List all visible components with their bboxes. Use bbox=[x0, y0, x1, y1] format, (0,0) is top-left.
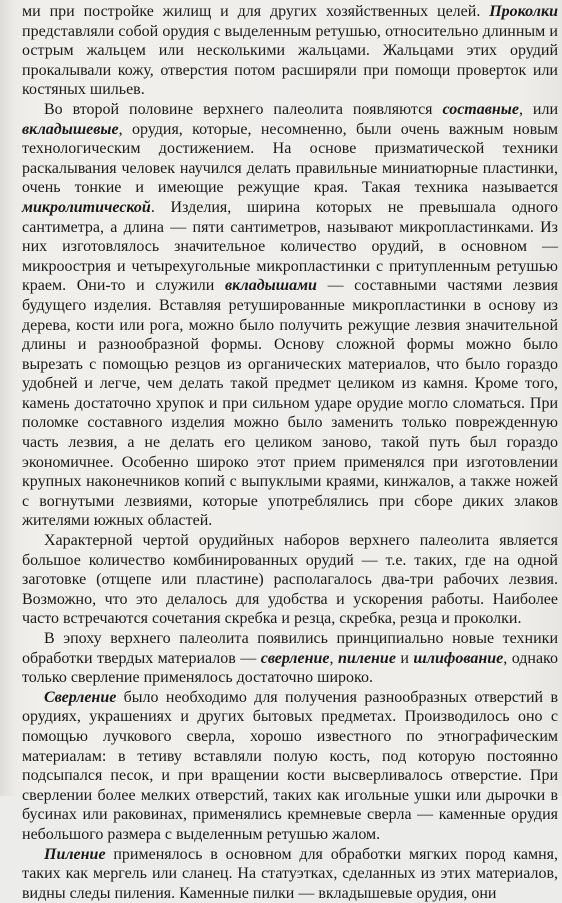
highlighted-term: микролитической bbox=[22, 198, 151, 216]
highlighted-term: сверление bbox=[260, 649, 330, 667]
paragraph bbox=[22, 688, 558, 845]
highlighted-term: Проколки bbox=[489, 3, 558, 20]
text-run: представляли собой орудия с выделенным ретушью, относительно длинным и острым жальцем или несколькими жальцами. Жальцами этих орудий прокалывали кожу, отверстия потом расширяли при помощи проверток или костяных шильев. bbox=[22, 22, 558, 99]
text-run: применялось в основном для обработки мягких пород камня, таких как мергель или сланец. На статуэтках, сделанных из этих материалов, видны следы пиления. Каменные пилки — вкладышевые орудия, они bbox=[22, 845, 558, 902]
highlighted-term: пиление bbox=[337, 649, 396, 667]
paragraph bbox=[22, 845, 558, 903]
highlighted-term: Пиление bbox=[44, 845, 106, 863]
highlighted-term: Сверление bbox=[44, 688, 117, 706]
text-run: — составными частями лезвия будущего изделия. Вставляя ретушированные микропластинки в основу из дерева, кости или рога, можно было получить режущие лезвия значительной длины и разнообразной формы. Основу сложной формы можно было вырезать с помощью резцов из органических материалов, что было гораздо удобней и легче, чем делать такой предмет целиком из камня. Кроме того, камень достаточно хрупок и при сильном ударе орудие могло сломаться. При поломке составного изделия можно было заменить только поврежденную часть лезвия, а не делать его целиком заново, такой путь был гораздо экономичнее. Особенно широко этот прием применялся при изготовлении крупных наконечников копий с выпуклыми краями, кинжалов, а также ножей с вогнутыми лезвиями, которые употреблялись при сборе диких злаков жителями южных областей. bbox=[22, 277, 558, 530]
text-run: . Изделия, ширина которых не превышала одного сантиметра, а длина — пяти сантиметров, называют микропластинками. Из них изготовлялось значительное количество орудий, в основном — микроострия и четырехугольные микропластинки с притупленным ретушью краем. Они-то и служили bbox=[22, 198, 558, 295]
text-run: и bbox=[395, 649, 414, 667]
text-run: В эпоху верхнего палеолита появились принципиально новые техники обработки твердых материалов — bbox=[22, 630, 558, 667]
highlighted-term: составные bbox=[442, 100, 519, 118]
text-run: ми при постройке жилищ и для других хозяйственных целей. bbox=[22, 3, 490, 20]
text-run: , bbox=[329, 649, 338, 667]
text-run: Во второй половине верхнего палеолита появляются bbox=[44, 100, 443, 118]
text-run: было необходимо для получения разнообразных отверстий в орудиях, украшениях и других бытовых предметах. Производилось оно с помощью лучкового сверла, хорошо известного по этнографическим материалам: в тетиву вставляли полую кость, под которую постоянно подсыпался песок, и при вращении кости высверливалось отверстие. При сверлении более мелких отверстий, таких как игольные ушки или дырочки в бусинах или раковинах, применялись кремневые сверла — каменные орудия небольшого размера с выделенным ретушью жалом. bbox=[22, 688, 558, 843]
paragraph bbox=[22, 100, 558, 531]
highlighted-term: вкладышами bbox=[224, 277, 317, 295]
text-run: , орудия, которые, несомненно, были очень важным новым технологическим достижением. На основе призматической техники раскалывания человек научился делать правильные миниатюрные пластинки, очень тонкие и имеющие режущие края. Такая техника называется bbox=[22, 120, 558, 197]
page-text bbox=[22, 2, 558, 903]
highlighted-term: вкладышевые bbox=[22, 120, 119, 138]
highlighted-term: шлифование bbox=[413, 649, 504, 667]
paragraph bbox=[22, 629, 558, 688]
text-run: , или bbox=[518, 100, 559, 118]
paragraph bbox=[22, 2, 558, 100]
text-run: Характерной чертой орудийных наборов верхнего палеолита является большое количество комбинированных орудий — т.е. таких, где на одной заготовке (отщепе или пластине) располагалось два-три рабочих лезвия. Возможно, что это делалось для удобства и ускорения работы. Наиболее часто встречаются сочетания скребка и резца, скребка, резца и проколки. bbox=[22, 532, 558, 628]
paragraph bbox=[22, 531, 558, 629]
text-run: , однако только сверление применялось достаточно широко. bbox=[22, 649, 558, 687]
